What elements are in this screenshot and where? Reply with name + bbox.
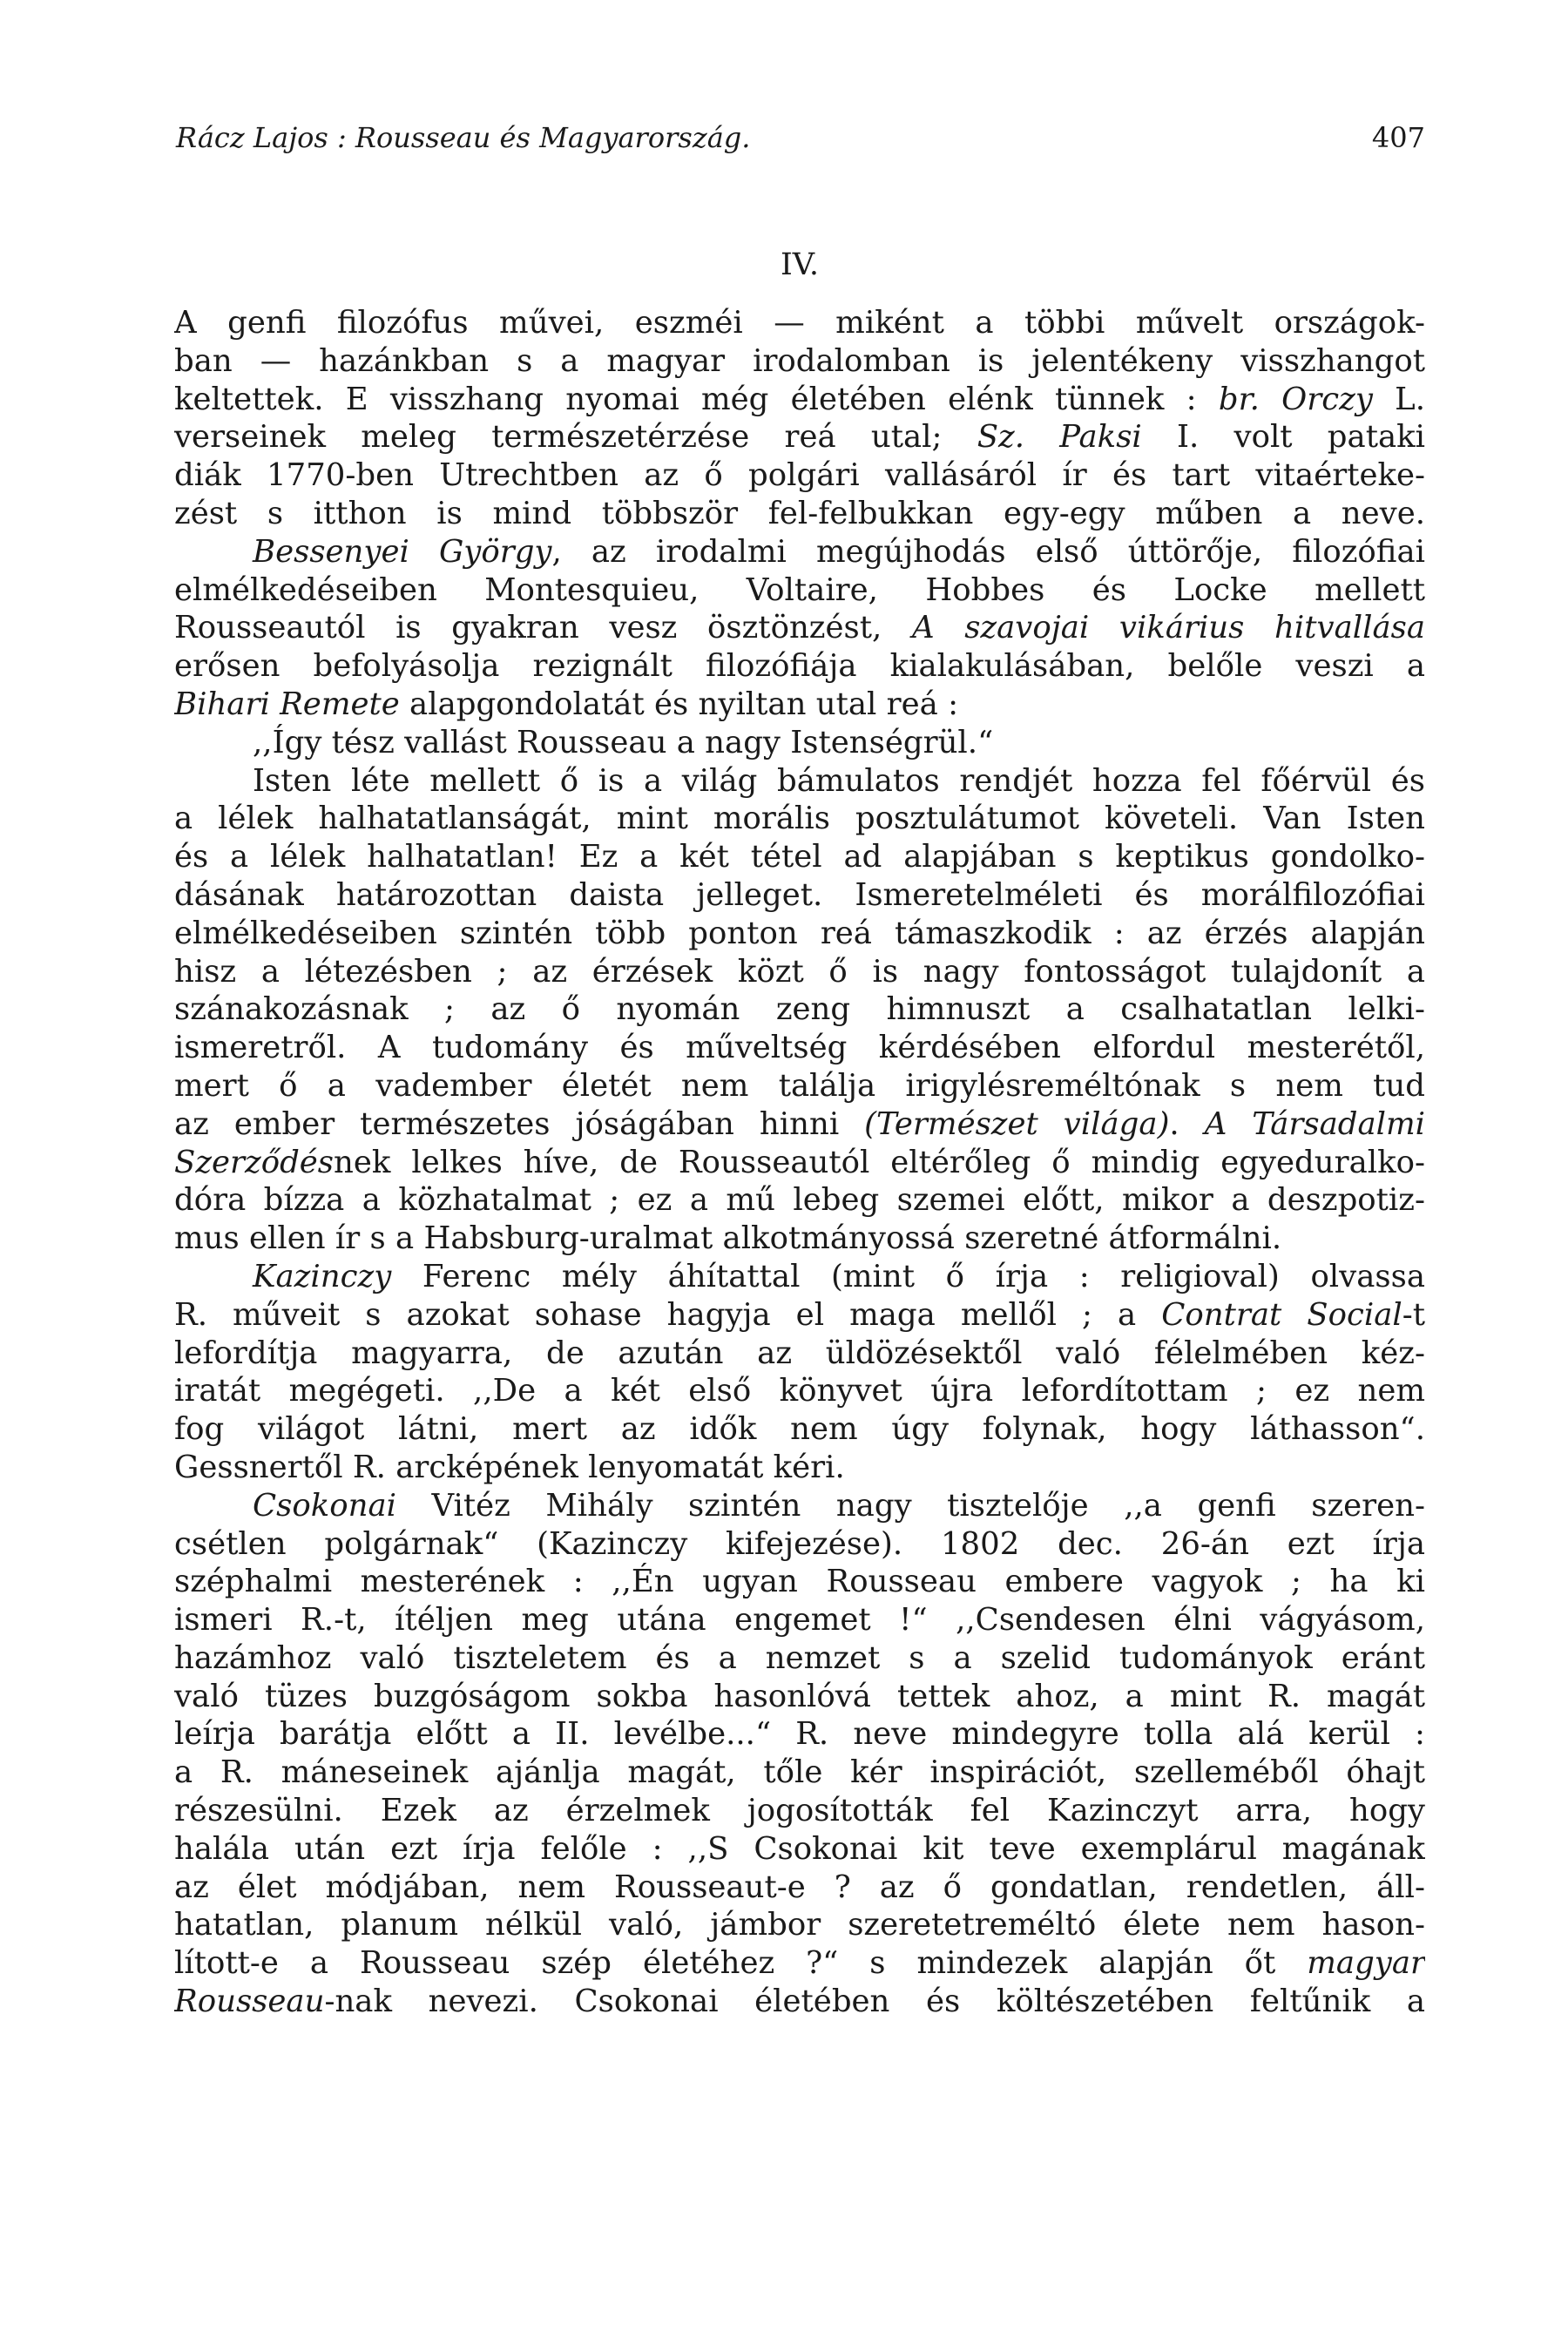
text-run: , az irodalmi megújhodás első úttörője, filozófiai (551, 533, 1425, 570)
text-line (174, 1715, 1425, 1754)
text-line (174, 1944, 1425, 1983)
text-run: L. (1372, 381, 1425, 417)
text-run: a lélek halhatatlanságát, mint morális posztulátumot követeli. Van Isten (174, 801, 1425, 837)
text-line (174, 342, 1425, 381)
text-line (174, 1830, 1425, 1869)
italic-text: Csokonai (253, 1487, 397, 1524)
italic-text: Bihari Remete (174, 686, 400, 722)
text-run: A genfi filozófus művei, eszméi — miként a többi művelt országok- (174, 305, 1425, 341)
text-line (174, 418, 1425, 456)
text-run: Isten léte mellett ő is a világ bámulatos rendjét hozza fel főérvül és (253, 762, 1425, 799)
text-line (174, 1601, 1425, 1639)
text-line (174, 533, 1425, 571)
text-run: nek lelkes híve, de Rousseautól eltérőleg ő mindig egyeduralko- (334, 1144, 1425, 1180)
text-run: verseinek meleg természetérzése reá utal; (174, 419, 977, 456)
text-line (174, 762, 1425, 801)
text-line (174, 1449, 1425, 1487)
text-run: -nak nevezi. Csokonai életében és költészetében feltűnik a (324, 1984, 1425, 2020)
italic-text: br. Orczy (1218, 381, 1373, 417)
text-run: csétlen polgárnak“ (Kazinczy kifejezése). 1802 dec. 26-án ezt írja (174, 1525, 1425, 1562)
text-run: hazámhoz való tiszteletem és a nemzet s a szelid tudományok eránt (174, 1639, 1425, 1676)
text-run: és a lélek halhatatlan! Ez a két tétel ad alapjában s keptikus gondolko- (174, 839, 1425, 875)
text-line (174, 1563, 1425, 1601)
text-line (174, 1410, 1425, 1449)
text-run: ismeri R.-t, ítéljen meg utána engemet !“ ,,Csendesen élni vágyásom, (174, 1602, 1425, 1639)
italic-text: (Természet világa) (864, 1105, 1170, 1142)
text-line (174, 1906, 1425, 1944)
body-text (174, 304, 1425, 2021)
text-run: leírja barátja előtt a II. levélbe...“ R. neve mindegyre tolla alá kerül : (174, 1716, 1425, 1753)
text-run: ismeretről. A tudomány és műveltség kérdésében elfordul mesterétől, (174, 1030, 1425, 1066)
text-line (174, 1869, 1425, 1907)
italic-text: A Társadalmi (1204, 1105, 1425, 1142)
text-line (174, 1029, 1425, 1067)
section-number: IV. (780, 247, 820, 282)
text-line (174, 1144, 1425, 1182)
page (174, 0, 1425, 2352)
text-line (174, 609, 1425, 647)
text-run: hatatlan, planum nélkül való, jámbor szeretetreméltó élete nem hason- (174, 1907, 1425, 1943)
text-run: Gessnertől R. arcképének lenyomatát kéri. (174, 1449, 845, 1485)
text-run: szánakozásnak ; az ő nyomán zeng himnuszt a csalhatatlan lelki- (174, 991, 1425, 1028)
text-run: fog világot látni, mert az idők nem úgy folynak, hogy láthasson“. (174, 1411, 1425, 1448)
text-line (174, 1639, 1425, 1678)
text-run: alapgondolatát és nyiltan utal reá : (399, 686, 959, 722)
text-line (174, 647, 1425, 686)
italic-text: Rousseau (174, 1984, 325, 2020)
text-run: Vitéz Mihály szintén nagy tisztelője ,,a genfi szeren- (396, 1487, 1425, 1524)
text-line (174, 1487, 1425, 1525)
text-run: lefordítja magyarra, de azután az üldözésektől való félelmében kéz- (174, 1335, 1425, 1371)
text-run: keltettek. E visszhang nyomai még életében elénk tünnek : (174, 381, 1219, 417)
text-line (174, 1983, 1425, 2021)
text-line (174, 1525, 1425, 1564)
text-line (174, 953, 1425, 991)
text-line (174, 1105, 1425, 1144)
italic-text: Kazinczy (253, 1258, 392, 1294)
text-line (174, 1754, 1425, 1792)
italic-text: Bessenyei György (253, 533, 552, 570)
text-run: részesülni. Ezek az érzelmek jogosították fel Kazinczyt arra, hogy (174, 1793, 1425, 1829)
page-number: 407 (1371, 121, 1425, 154)
text-line (174, 1181, 1425, 1220)
italic-text: Sz. Paksi (977, 419, 1142, 456)
text-run: -t (1402, 1296, 1425, 1333)
text-run: hisz a létezésben ; az érzések közt ő is nagy fontosságot tulajdonít a (174, 953, 1425, 990)
text-line (174, 915, 1425, 953)
text-line (174, 724, 1425, 762)
text-run: széphalmi mesterének : ,,Én ugyan Rousseau embere vagyok ; ha ki (174, 1564, 1425, 1600)
text-run: mert ő a vadember életét nem találja irigylésreméltónak s nem tud (174, 1067, 1425, 1104)
italic-text: Szerződés (174, 1144, 335, 1180)
text-line (174, 495, 1425, 533)
text-run: való tüzes buzgóságom sokba hasonlóvá tettek ahoz, a mint R. magát (174, 1678, 1425, 1714)
italic-text: A szavojai vikárius hitvallása (911, 610, 1425, 646)
text-run: elmélkedéseiben szintén több ponton reá támaszkodik : az érzés alapján (174, 915, 1425, 951)
text-run: erősen befolyásolja rezignált filozófiája kialakulásában, belőle veszi a (174, 648, 1425, 685)
text-run: Ferenc mély áhítattal (mint ő írja : religioval) olvassa (391, 1258, 1425, 1294)
text-line (174, 571, 1425, 610)
text-line (174, 1678, 1425, 1716)
text-run: ,,Így tész vallást Rousseau a nagy Istenségrül.“ (253, 724, 994, 760)
text-line (174, 1220, 1425, 1258)
running-head-title: Rácz Lajos : Rousseau és Magyarország. (176, 121, 751, 154)
running-head (174, 120, 1425, 155)
text-run: dóra bízza a közhatalmat ; ez a mű lebeg szemei előtt, mikor a deszpotiz- (174, 1182, 1425, 1219)
text-line (174, 990, 1425, 1029)
text-run: I. volt pataki (1141, 419, 1425, 456)
text-line (174, 456, 1425, 495)
text-run: dásának határozottan daista jelleget. Ismeretelméleti és morálfilozófiai (174, 876, 1425, 913)
text-run: mus ellen ír s a Habsburg-uralmat alkotmányossá szeretné átformálni. (174, 1220, 1282, 1257)
text-run: R. műveit s azokat sohase hagyja el maga mellől ; a (174, 1296, 1162, 1333)
text-run: Rousseautól is gyakran vesz ösztönzést, (174, 610, 912, 646)
text-run: zést s itthon is mind többször fel-felbukkan egy-egy műben a neve. (174, 495, 1425, 531)
text-run: diák 1770-ben Utrechtben az ő polgári vallásáról ír és tart vitaérteke- (174, 457, 1425, 494)
text-run: ban — hazánkban s a magyar irodalomban is jelentékeny visszhangot (174, 342, 1425, 379)
text-run: halála után ezt írja felőle : ,,S Csokonai kit teve exemplárul magának (174, 1830, 1425, 1867)
text-run: elmélkedéseiben Montesquieu, Voltaire, Hobbes és Locke mellett (174, 571, 1425, 608)
text-line (174, 1335, 1425, 1373)
text-line (174, 1067, 1425, 1105)
text-run: . (1169, 1105, 1205, 1142)
text-line (174, 876, 1425, 915)
text-line (174, 1372, 1425, 1410)
text-run: lított-e a Rousseau szép életéhez ?“ s mindezek alapján őt (174, 1945, 1308, 1982)
text-run: az élet módjában, nem Rousseaut-e ? az ő gondatlan, rendetlen, áll- (174, 1869, 1425, 1905)
text-line (174, 304, 1425, 342)
text-line (174, 381, 1425, 419)
text-line (174, 838, 1425, 876)
text-run: a R. máneseinek ajánlja magát, tőle kér inspirációt, szelleméből óhajt (174, 1754, 1425, 1791)
text-line (174, 1296, 1425, 1335)
text-run: az ember természetes jóságában hinni (174, 1105, 865, 1142)
italic-text: magyar (1307, 1945, 1425, 1982)
text-line (174, 686, 1425, 724)
text-line (174, 1792, 1425, 1830)
text-run: iratát megégeti. ,,De a két első könyvet újra lefordítottam ; ez nem (174, 1373, 1425, 1409)
italic-text: Contrat Social (1161, 1296, 1402, 1333)
text-line (174, 800, 1425, 838)
text-line (174, 1258, 1425, 1296)
